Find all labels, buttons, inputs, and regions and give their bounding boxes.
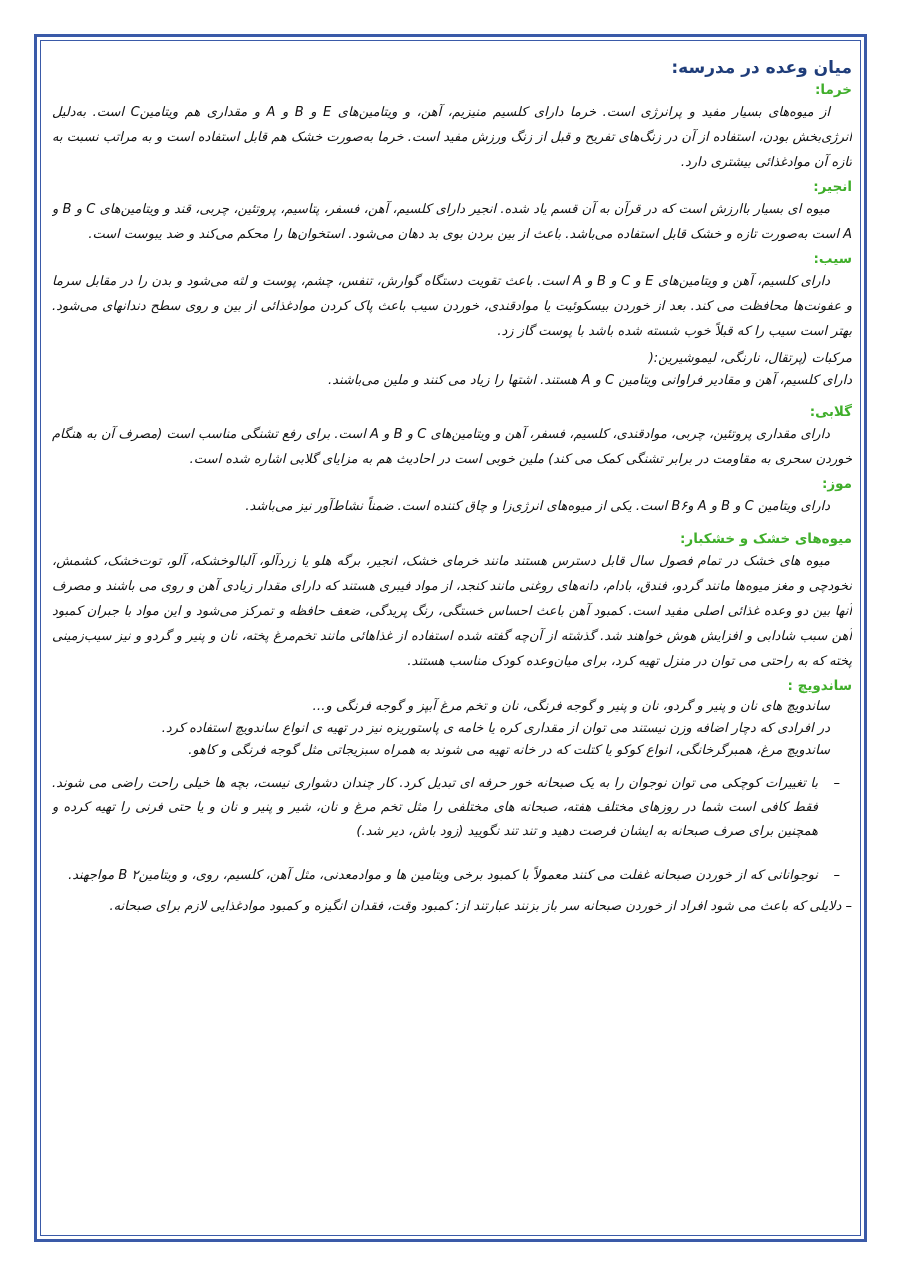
tip-item-1: – با تغییرات کوچکی می توان نوجوان را به یک صبحانه خور حرفه ای تبدیل کرد. کار چندان دشواری نیست، بچه ها خیلی راحت راضی می شوند. فقط کافی است شما در روزهای مختلف هفته، صبحانه های مختلفی را مثل تخم مرغ و نان، شیر و پنیر و نان و یا حتی فرنی را تهیه کرده و همچنین برای صرف صبحانه به ایشان فرصت دهید و تند تند نگویید (زود باش، دیر شد.) [52, 772, 852, 844]
heading-fig: انجیر: [813, 179, 852, 195]
sandwich-line-3: ساندویچ مرغ، همبرگرخانگی، انواع کوکو یا کتلت که در خانه تهیه می شوند به همراه سبزیجاتی مثل گوجه فرنگی و کاهو. [188, 743, 830, 758]
heading-pear: گلابی: [809, 404, 852, 420]
heading-apple: سیب: [813, 251, 852, 267]
paragraph-apple: دارای کلسیم، آهن و ویتامین‌های E و C و B و A است. باعث تقویت دستگاه گوارش، تنفس، چشم، پوست و لثه می‌شود و بدن را در مقابل سرما و عفونت‌ها محافظت می کند. بعد از خوردن بیسکوئیت یا موادقندی، خوردن سیب باعث پاک کردن موادغذائی از بین و روی سطح دندانها‌ی می‌شود. بهتر است سیب را که قبلاً خوب شسته شده باشد با پوست گاز زد. [52, 274, 852, 339]
paragraph-dates: از میوه‌های بسیار مفید و پرانرژی است. خرما دارای کلسیم منیزیم، آهن، و ویتامین‌های E و B و A و مقداری هم ویتامینC است. به‌دلیل انرژی‌بخش بودن، استفاده از آن در زنگ‌های تفریح و قبل از زنگ ورزش مفید است. خرما به‌صورت خشک هم قابل استفاده است و به مراتب نسبت به تازه آن موادغذائی بیشتری دارد. [52, 105, 852, 170]
document-page [52, 56, 852, 1226]
citrus-body: دارای کلسیم، آهن و مقادیر فراوانی ویتامین C و A هستند. اشتها را زیاد می کنند و ملین می‌باشند. [328, 373, 852, 388]
paragraph-banana: دارای ویتامین C و B و A وB۶ است. یکی از میوه‌های انرژی‌زا و چاق کننده است. ضمناً نشاط‌آور نیز می‌باشد. [245, 499, 830, 514]
heading-banana: موز: [822, 476, 852, 492]
heading-dates: خرما: [815, 82, 852, 98]
paragraph-pear: دارای مقداری پروتئین، چربی، موادقندی، کلسیم، فسفر، آهن و ویتامین‌های C و B و A است. برای رفع تشنگی مناسب است (مصرف آن به هنگام خوردن سحری به مقاومت در برابر تشنگی کمک می کند) ملین خوبی است در احادیث هم به مزایای گلابی اشاره شده است. [52, 427, 852, 467]
paragraph-dried-fruits: میوه های خشک در تمام فصول سال قابل دسترس هستند مانند خرمای خشک، انجیر، برگه هلو یا زردآلو، آلبالوخشکه، آلو، توت‌خشک، کشمش، نخودچی و مغز میوه‌ها مانند گردو، فندق، بادام، دانه‌های روغنی مانند کنجد، از مواد فیبری هستند که دارای مقدار زیادی آهن و روی می باشند و مصرف آنها بین دو وعده غذائی اصلی مفید است. کمبود آهن باعث احساس خستگی، رنگ پریدگی، ضعف حافظه و تمرکز می‌شود و این مواد با جبران کمبود آهن سبب شادابی و افزایش هوش خواهند شد. گذشته از آن‌چه گفته شده استفاده از غذاهائی مانند تخم‌مرغ پخته، نان و پنیر و گردو و نیز سیب‌زمینی پخته که به راحتی می توان در منزل تهیه کرد، برای میان‌وعده کودک مناسب هستند. [52, 554, 852, 669]
paragraph-fig: میوه ای بسیار باارزش است که در قرآن به آن قسم یاد شده. انجیر دارای کلسیم، آهن، فسفر، پتاسیم، پروتئین، چربی، قند و ویتامین‌های C و B و A است به‌صورت تازه و خشک قابل استفاده می‌باشد. باعث از بین بردن بوی بد دهان می‌شود. استخوان‌ها را محکم می‌کند و ضد یبوست است. [52, 202, 852, 242]
citrus-title: مرکبات (پرتقال، نارنگی، لیموشیرین:( [648, 351, 852, 366]
heading-dried-fruits: میوه‌های خشک و خشکبار: [680, 531, 852, 547]
tips-list [52, 772, 852, 888]
tip-item-2: – نوجوانانی که از خوردن صبحانه غفلت می کنند معمولاً با کمبود برخی ویتامین ها و موادمعدنی، مثل آهن، کلسیم، روی، و ویتامینB ۲ مواجهند. [52, 864, 852, 888]
document-title: میان وعده در مدرسه: [671, 58, 852, 78]
sandwich-line-2: در افرادی که دچار اضافه وزن نیستند می توان از مقداری کره یا خامه ی پاستوریزه نیز در تهیه ی انواع ساندویچ استفاده کرد. [161, 721, 830, 736]
closing-line: – دلایلی که باعث می شود افراد از خوردن صبحانه سر باز بزنند عبارتند از: کمبود وقت، فقدان انگیزه و کمبود موادغذایی لازم برای صبحانه. [109, 899, 852, 914]
heading-sandwich: ساندویچ : [787, 678, 852, 694]
sandwich-line-1: ساندویچ های نان و پنیر و گردو، نان و پنیر و گوجه فرنگی، نان و تخم مرغ آبپز و گوجه فرنگی و… [312, 699, 830, 714]
